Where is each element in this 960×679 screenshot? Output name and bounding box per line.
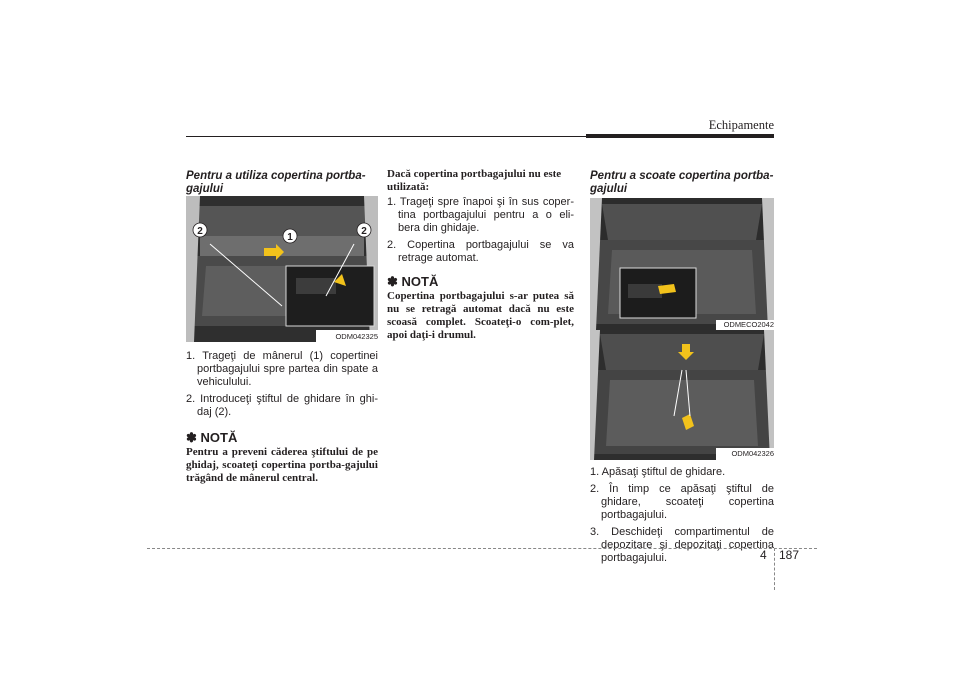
cargo-cover-use-photo xyxy=(186,196,378,342)
col3-step-2: 2. În timp ce apăsaţi ştiftul de ghidare, scoateţi copertina portbagajului. xyxy=(590,483,774,521)
col2-step-1: 1. Trageţi spre înapoi şi în sus coper-tina portbagajului pentru a o eli-bera din ghidaje. xyxy=(387,196,574,234)
col2-note-text: Copertina portbagajului s-ar putea să nu se retragă automat dacă nu este scoasă complet. Scoateţi-o com-plet, apoi daţi-i drumul. xyxy=(387,290,574,341)
callout-1: 1 xyxy=(287,232,293,243)
cargo-area-illustration xyxy=(186,196,378,342)
col3-step-1: 1. Apăsaţi ştiftul de ghidare. xyxy=(590,466,726,478)
col1-step-1: 1. Trageţi de mânerul (1) copertinei portbagajului spre partea din spate a vehiculului. xyxy=(186,350,378,388)
header-rule-thick xyxy=(586,134,774,138)
photo-code-1: ODM042325 xyxy=(335,332,378,341)
footer-vertical-rule xyxy=(774,548,775,590)
col3-heading: Pentru a scoate copertina portba-gajului xyxy=(590,170,774,195)
col1-steps xyxy=(186,350,378,423)
col2-step-2: 2. Copertina portbagajului se va retrage automat. xyxy=(387,239,574,264)
chapter-number: 4 xyxy=(760,548,767,562)
callout-2-left: 2 xyxy=(197,226,203,237)
footer-dashed-rule xyxy=(147,548,817,549)
col1-heading: Pentru a utiliza copertina portba-gajului xyxy=(186,170,366,195)
section-title: Echipamente xyxy=(708,118,774,132)
col3-steps xyxy=(590,466,774,569)
col1-step-2: 2. Introduceţi ştiftul de ghidare în ghi-daj (2). xyxy=(186,393,378,418)
cargo-area-illustration-3 xyxy=(590,330,774,460)
col2-steps xyxy=(387,196,574,269)
photo-code-3: ODM042326 xyxy=(731,449,774,458)
col2-intro: Dacă copertina portbagajului nu este utilizată: xyxy=(387,168,562,193)
col3-step-3: 3. Deschideţi compartimentul de depozitare şi depozitaţi copertina portbagajului. xyxy=(590,526,774,564)
col1-note-title: ✽ NOTĂ xyxy=(186,430,238,445)
photo-code-2: ODMECO2042 xyxy=(723,320,774,329)
cargo-area-illustration-2 xyxy=(590,198,774,330)
page-number: 187 xyxy=(779,548,800,562)
cargo-cover-remove-photo-1 xyxy=(590,198,774,330)
callout-2-right: 2 xyxy=(361,226,367,237)
cargo-cover-remove-photo-2 xyxy=(590,330,774,460)
col1-note-text: Pentru a preveni căderea ştiftului de pe ghidaj, scoateţi copertina portba-gajului trăgând de mânerul central. xyxy=(186,446,378,484)
col2-note-title: ✽ NOTĂ xyxy=(387,274,439,289)
header-rule-thin xyxy=(186,136,586,137)
